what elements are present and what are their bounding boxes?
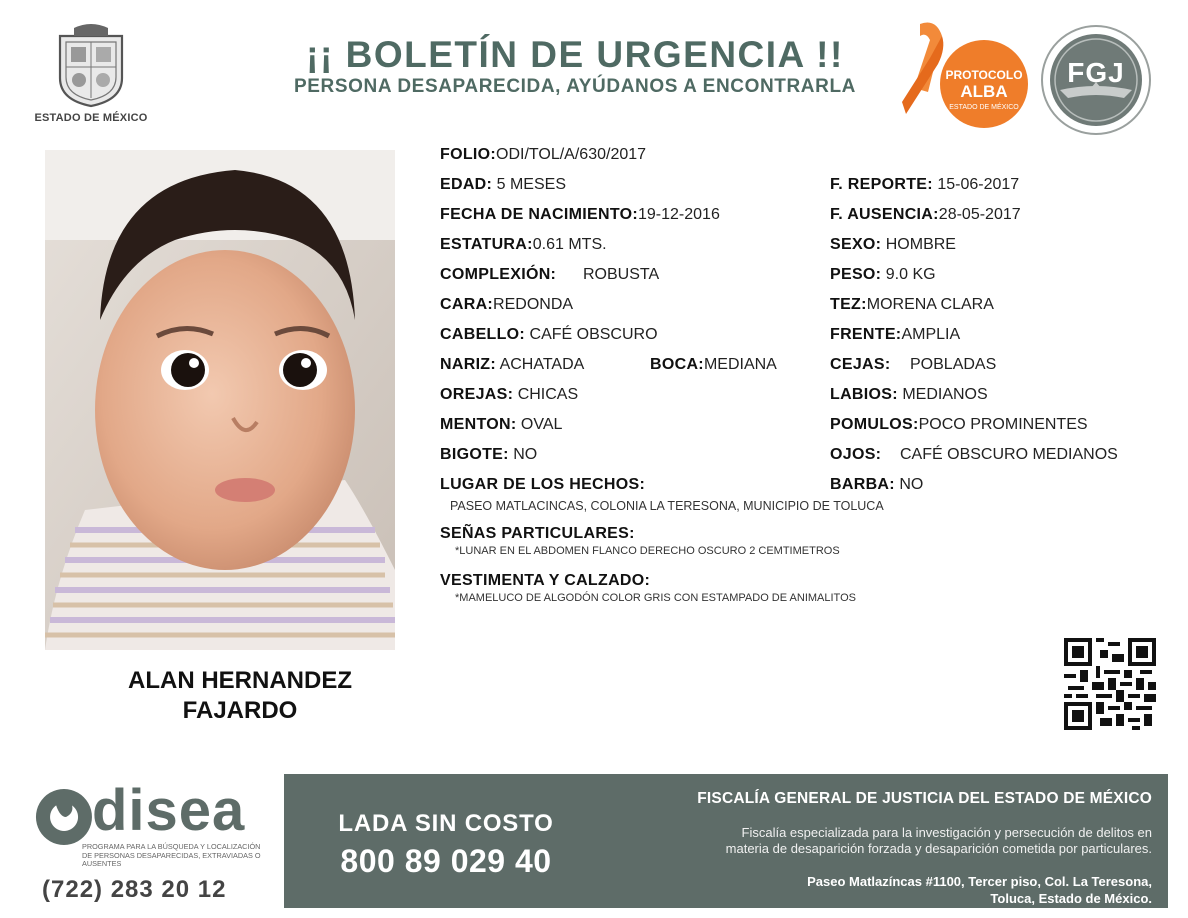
field-f-ausencia [830, 206, 1021, 224]
folio-value: ODI/TOL/A/630/2017 [496, 146, 647, 163]
field-labios [830, 386, 988, 404]
estado-de-mexico-coat-of-arms [52, 22, 130, 108]
cabello-value: CAFÉ OBSCURO [529, 326, 658, 343]
nariz-label: NARIZ: [440, 356, 497, 373]
field-cejas [830, 356, 890, 374]
pomulos-label: POMULOS: [830, 416, 919, 433]
vestimenta-label: VESTIMENTA Y CALZADO: [440, 572, 651, 589]
fgj-address [600, 873, 1152, 907]
field-boca [650, 356, 777, 374]
field-edad [440, 176, 566, 194]
fgj-seal [1040, 24, 1152, 136]
field-bigote [440, 446, 537, 464]
f-ausencia-value: 28-05-2017 [938, 206, 1021, 223]
bigote-label: BIGOTE: [440, 446, 509, 463]
toll-free-label: LADA SIN COSTO [338, 810, 554, 837]
f-ausencia-label: F. AUSENCIA: [830, 206, 939, 223]
peso-value: 9.0 KG [885, 266, 936, 283]
barba-value: NO [899, 476, 924, 493]
fgj-description-line-1: Fiscalía especializada para la investigación y persecución de delitos en [741, 825, 1152, 840]
toll-free-number[interactable]: 800 89 029 40 [340, 843, 552, 879]
cejas-value: POBLADAS [910, 356, 997, 373]
complexion-value: ROBUSTA [583, 266, 660, 283]
local-phone-number[interactable]: (722) 283 20 12 [42, 876, 227, 903]
bigote-value: NO [513, 446, 538, 463]
field-nariz [440, 356, 584, 374]
cejas-label: CEJAS: [830, 356, 891, 373]
cabello-label: CABELLO: [440, 326, 526, 343]
edad-label: EDAD: [440, 176, 493, 193]
frente-label: FRENTE: [830, 326, 902, 343]
folio-label: FOLIO: [440, 146, 497, 163]
baby-portrait [45, 150, 395, 650]
field-tez [830, 296, 994, 314]
bulletin-subtitle: PERSONA DESAPARECIDA, AYÚDANOS A ENCONTRARLA [294, 76, 856, 97]
field-pomulos [830, 416, 1088, 434]
fgj-full-name: FISCALÍA GENERAL DE JUSTICIA DEL ESTADO DE MÉXICO [697, 790, 1152, 807]
sexo-value: HOMBRE [885, 236, 956, 253]
field-cara [440, 296, 573, 314]
boca-label: BOCA: [650, 356, 704, 373]
field-frente [830, 326, 960, 344]
barba-label: BARBA: [830, 476, 895, 493]
senas-label: SEÑAS PARTICULARES: [440, 525, 635, 542]
pomulos-value: POCO PROMINENTES [918, 416, 1088, 433]
name-line-1: ALAN HERNANDEZ [128, 667, 352, 694]
senas-value: *LUNAR EN EL ABDOMEN FLANCO DERECHO OSCURO 2 CEMTIMETROS [455, 545, 840, 557]
f-reporte-label: F. REPORTE: [830, 176, 933, 193]
state-label: ESTADO DE MÉXICO [34, 112, 148, 124]
fgj-description [600, 825, 1152, 857]
field-f-reporte [830, 176, 1019, 194]
alba-line2: ALBA [960, 82, 1008, 101]
estatura-label: ESTATURA: [440, 236, 533, 253]
field-lugar-hechos [440, 476, 645, 494]
edad-value: 5 MESES [496, 176, 566, 193]
field-fecha-nacimiento [440, 206, 720, 224]
alba-line3: ESTADO DE MÉXICO [949, 104, 1019, 111]
sexo-label: SEXO: [830, 236, 882, 253]
cara-value: REDONDA [493, 296, 574, 313]
cara-label: CARA: [440, 296, 494, 313]
field-barba [830, 476, 923, 494]
orejas-label: OREJAS: [440, 386, 514, 403]
alba-line1: PROTOCOLO [945, 68, 1023, 82]
field-cabello [440, 326, 658, 344]
field-senas [440, 525, 635, 543]
missing-person-photo [45, 150, 395, 650]
field-estatura [440, 236, 607, 254]
field-peso [830, 266, 936, 284]
boca-value: MEDIANA [703, 356, 777, 373]
tez-label: TEZ: [830, 296, 867, 313]
fgj-seal-label: FGJ [1067, 57, 1125, 88]
orejas-value: CHICAS [517, 386, 579, 403]
lugar-label: LUGAR DE LOS HECHOS: [440, 476, 646, 493]
field-sexo [830, 236, 956, 254]
bulletin-title: ¡¡ BOLETÍN DE URGENCIA !! [306, 34, 844, 75]
field-menton [440, 416, 562, 434]
lugar-value: PASEO MATLACINCAS, COLONIA LA TERESONA, MUNICIPIO DE TOLUCA [450, 499, 884, 513]
name-line-2: FAJARDO [182, 697, 298, 724]
odisea-map-pin-icon [34, 787, 94, 847]
field-folio [440, 146, 646, 164]
protocolo-alba-logo [902, 22, 1028, 132]
field-orejas [440, 386, 578, 404]
tez-value: MORENA CLARA [866, 296, 994, 313]
odisea-program-label: PROGRAMA PARA LA BÚSQUEDA Y LOCALIZACIÓN DE PERSONAS DESAPARECIDAS, EXTRAVIADAS O AUSENTES [82, 842, 261, 868]
fecha-nac-value: 19-12-2016 [638, 206, 720, 223]
field-ojos [830, 446, 881, 464]
vestimenta-value: *MAMELUCO DE ALGODÓN COLOR GRIS CON ESTAMPADO DE ANIMALITOS [455, 592, 856, 604]
f-reporte-value: 15-06-2017 [937, 176, 1020, 193]
menton-label: MENTON: [440, 416, 517, 433]
labios-value: MEDIANOS [902, 386, 988, 403]
nariz-value: ACHATADA [499, 356, 585, 373]
labios-label: LABIOS: [830, 386, 898, 403]
fecha-nac-label: FECHA DE NACIMIENTO: [440, 206, 638, 223]
field-vestimenta [440, 572, 650, 590]
address-line-1: Paseo Matlazíncas #1100, Tercer piso, Col. La Teresona, [807, 874, 1152, 889]
field-complexion [440, 266, 556, 284]
ojos-label: OJOS: [830, 446, 882, 463]
ojos-value: CAFÉ OBSCURO MEDIANOS [900, 446, 1118, 463]
missing-person-name [90, 666, 390, 726]
menton-value: OVAL [520, 416, 563, 433]
odisea-wordmark: disea [92, 778, 246, 843]
complexion-label: COMPLEXIÓN: [440, 266, 557, 283]
address-line-2: Toluca, Estado de México. [990, 891, 1152, 906]
qr-code[interactable] [1064, 638, 1156, 730]
estatura-value: 0.61 MTS. [532, 236, 607, 253]
frente-value: AMPLIA [901, 326, 961, 343]
fgj-description-line-2: materia de desaparición forzada y desaparición cometida por particulares. [725, 841, 1152, 856]
peso-label: PESO: [830, 266, 882, 283]
